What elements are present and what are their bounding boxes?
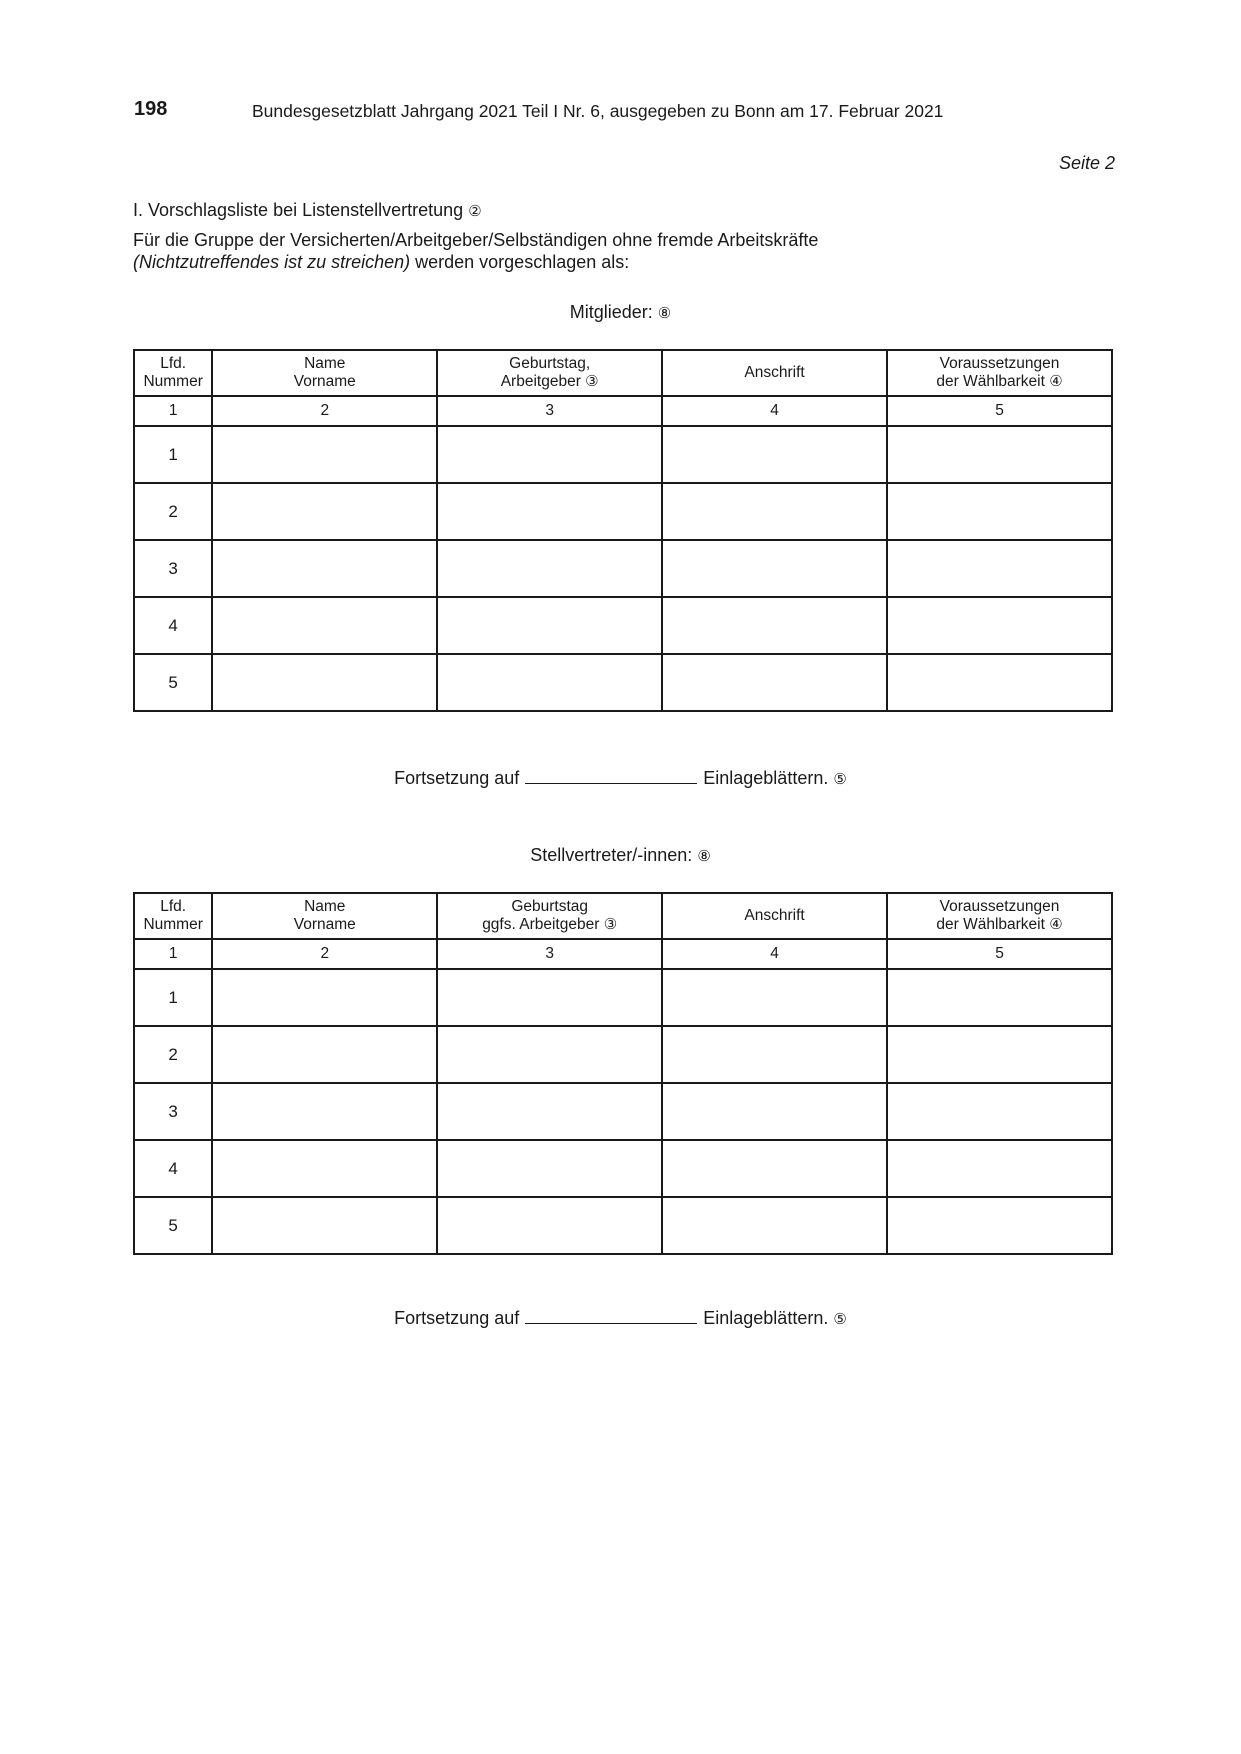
section-heading — [133, 200, 482, 221]
name-cell[interactable] — [212, 969, 437, 1026]
column-number: 3 — [437, 939, 662, 969]
running-head: Bundesgesetzblatt Jahrgang 2021 Teil I Nr. 6, ausgegeben zu Bonn am 17. Februar 2021 — [252, 101, 944, 121]
header-cell-anschrift: Anschrift — [662, 893, 887, 939]
footnote-marker: ② — [468, 203, 482, 220]
intro-line-2-rest: werden vorgeschlagen als: — [410, 252, 630, 272]
row-number: 1 — [134, 426, 212, 483]
voraussetzungen-cell[interactable] — [887, 654, 1112, 711]
deputies-caption — [0, 845, 1241, 866]
anschrift-cell[interactable] — [662, 597, 887, 654]
column-number: 5 — [887, 396, 1112, 426]
row-number: 2 — [134, 1026, 212, 1083]
members-caption — [0, 302, 1241, 323]
anschrift-cell[interactable] — [662, 1197, 887, 1254]
anschrift-cell[interactable] — [662, 1083, 887, 1140]
row-number: 5 — [134, 1197, 212, 1254]
row-number: 3 — [134, 540, 212, 597]
intro-italic-note: (Nichtzutreffendes ist zu streichen) — [133, 252, 411, 272]
geburtstag-cell[interactable] — [437, 1026, 662, 1083]
anschrift-cell[interactable] — [662, 483, 887, 540]
voraussetzungen-cell[interactable] — [887, 969, 1112, 1026]
continuation-prefix: Fortsetzung auf — [394, 768, 520, 788]
geburtstag-cell[interactable] — [437, 969, 662, 1026]
geburtstag-cell[interactable] — [437, 483, 662, 540]
table-row — [134, 654, 1112, 711]
intro-line-1: Für die Gruppe der Versicherten/Arbeitgeber/Selbständigen ohne fremde Arbeitskräfte — [133, 230, 819, 250]
name-cell[interactable] — [212, 1140, 437, 1197]
table-header-row — [134, 893, 1112, 939]
column-number: 1 — [134, 939, 212, 969]
table-row — [134, 426, 1112, 483]
sheet-count-field[interactable] — [525, 1305, 697, 1324]
geburtstag-cell[interactable] — [437, 426, 662, 483]
row-number: 4 — [134, 597, 212, 654]
row-number: 2 — [134, 483, 212, 540]
voraussetzungen-cell[interactable] — [887, 483, 1112, 540]
footnote-marker: ⑧ — [657, 305, 672, 322]
name-cell[interactable] — [212, 426, 437, 483]
geburtstag-cell[interactable] — [437, 1197, 662, 1254]
header-cell-geburtstag: Geburtstag ggfs. Arbeitgeber ③ — [437, 893, 662, 939]
table-row — [134, 1026, 1112, 1083]
intro-line-2 — [133, 251, 818, 273]
intro-text — [133, 229, 818, 273]
continuation-suffix: Einlageblättern. — [703, 1308, 829, 1328]
deputies-caption-text: Stellvertreter/-innen: — [530, 845, 693, 865]
geburtstag-cell[interactable] — [437, 1140, 662, 1197]
footnote-marker: ⑤ — [833, 1311, 847, 1328]
column-number: 4 — [662, 396, 887, 426]
voraussetzungen-cell[interactable] — [887, 1140, 1112, 1197]
voraussetzungen-cell[interactable] — [887, 1197, 1112, 1254]
anschrift-cell[interactable] — [662, 969, 887, 1026]
section-heading-text: I. Vorschlagsliste bei Listenstellvertretung — [133, 200, 464, 220]
name-cell[interactable] — [212, 483, 437, 540]
anschrift-cell[interactable] — [662, 654, 887, 711]
footnote-marker: ④ — [1049, 373, 1063, 390]
column-number: 5 — [887, 939, 1112, 969]
anschrift-cell[interactable] — [662, 540, 887, 597]
name-cell[interactable] — [212, 654, 437, 711]
anschrift-cell[interactable] — [662, 1026, 887, 1083]
voraussetzungen-cell[interactable] — [887, 540, 1112, 597]
row-number: 4 — [134, 1140, 212, 1197]
page-label: Seite 2 — [1058, 153, 1115, 173]
table-row — [134, 597, 1112, 654]
members-caption-text: Mitglieder: — [569, 302, 653, 322]
row-number: 1 — [134, 969, 212, 1026]
table-row — [134, 969, 1112, 1026]
header-cell-lfd-nummer: Lfd. Nummer — [134, 893, 212, 939]
name-cell[interactable] — [212, 597, 437, 654]
geburtstag-cell[interactable] — [437, 597, 662, 654]
name-cell[interactable] — [212, 540, 437, 597]
header-cell-voraussetzungen: Voraussetzungen der Wählbarkeit ④ — [887, 350, 1112, 396]
header-cell-voraussetzungen: Voraussetzungen der Wählbarkeit ④ — [887, 893, 1112, 939]
header-cell-anschrift: Anschrift — [662, 350, 887, 396]
deputies-continuation — [0, 1305, 1241, 1329]
continuation-suffix: Einlageblättern. — [703, 768, 829, 788]
header-cell-geburtstag: Geburtstag, Arbeitgeber ③ — [437, 350, 662, 396]
footnote-marker: ④ — [1049, 916, 1063, 933]
column-number: 4 — [662, 939, 887, 969]
anschrift-cell[interactable] — [662, 1140, 887, 1197]
column-number: 2 — [212, 396, 437, 426]
table-row — [134, 1197, 1112, 1254]
voraussetzungen-cell[interactable] — [887, 1083, 1112, 1140]
table-row — [134, 483, 1112, 540]
voraussetzungen-cell[interactable] — [887, 1026, 1112, 1083]
members-table — [133, 349, 1113, 712]
row-number: 3 — [134, 1083, 212, 1140]
header-cell-lfd-nummer: Lfd. Nummer — [134, 350, 212, 396]
table-header-row — [134, 350, 1112, 396]
voraussetzungen-cell[interactable] — [887, 597, 1112, 654]
name-cell[interactable] — [212, 1026, 437, 1083]
header-cell-name: Name Vorname — [212, 350, 437, 396]
deputies-table — [133, 892, 1113, 1255]
table-row — [134, 1083, 1112, 1140]
continuation-prefix: Fortsetzung auf — [394, 1308, 520, 1328]
footnote-marker: ③ — [603, 916, 618, 933]
column-number: 2 — [212, 939, 437, 969]
table-row — [134, 1140, 1112, 1197]
row-number: 5 — [134, 654, 212, 711]
column-number: 1 — [134, 396, 212, 426]
table-row — [134, 540, 1112, 597]
geburtstag-cell[interactable] — [437, 540, 662, 597]
column-number-row — [134, 396, 1112, 426]
header-cell-name: Name Vorname — [212, 893, 437, 939]
page-number: 198 — [134, 98, 168, 120]
name-cell[interactable] — [212, 1083, 437, 1140]
geburtstag-cell[interactable] — [437, 1083, 662, 1140]
footnote-marker: ⑤ — [833, 771, 847, 788]
anschrift-cell[interactable] — [662, 426, 887, 483]
name-cell[interactable] — [212, 1197, 437, 1254]
column-number: 3 — [437, 396, 662, 426]
column-number-row — [134, 939, 1112, 969]
geburtstag-cell[interactable] — [437, 654, 662, 711]
members-continuation — [0, 765, 1241, 789]
sheet-count-field[interactable] — [525, 765, 697, 784]
footnote-marker: ③ — [585, 373, 599, 390]
footnote-marker: ⑧ — [697, 848, 711, 865]
voraussetzungen-cell[interactable] — [887, 426, 1112, 483]
